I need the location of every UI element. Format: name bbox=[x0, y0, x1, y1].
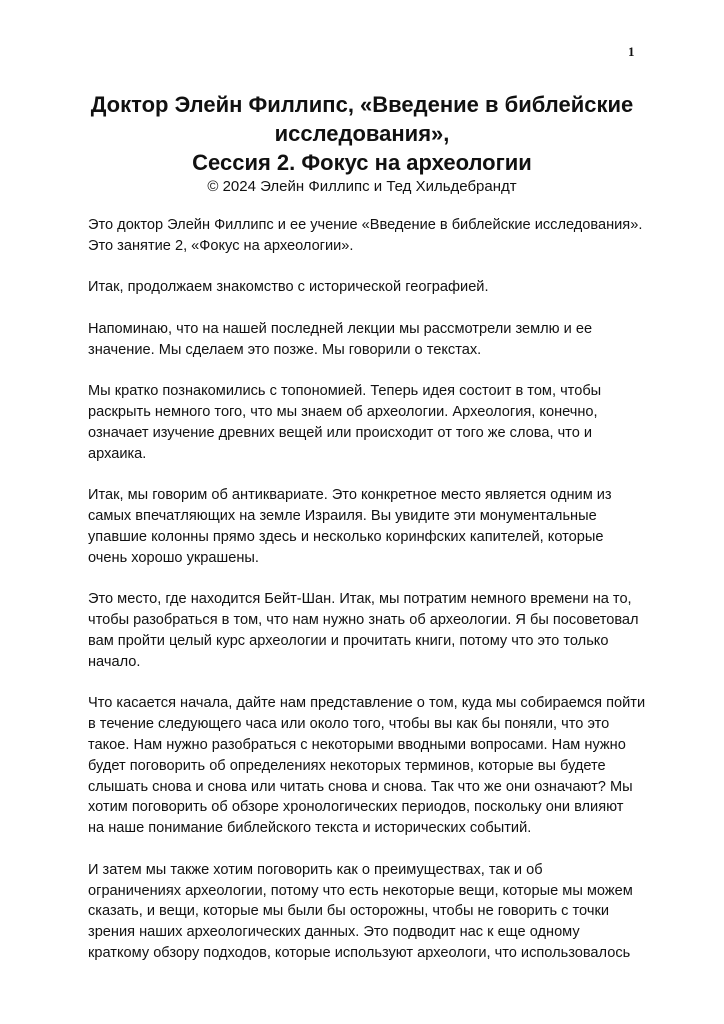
text-line: раскрыть немного того, что мы знаем об археологии. Археология, конечно, bbox=[88, 404, 598, 421]
copyright-line: © 2024 Элейн Филлипс и Тед Хильдебрандт bbox=[207, 178, 517, 195]
text-line: сказать, и вещи, которые мы были бы осторожны, чтобы не говорить с точки bbox=[88, 903, 609, 920]
text-line: слышать снова и снова или читать снова и снова. Так что же они означают? Мы bbox=[88, 778, 633, 795]
page-number: 1 bbox=[628, 44, 635, 59]
session-title: Сессия 2. Фокус на археологии bbox=[192, 150, 532, 175]
text-line: очень хорошо украшены. bbox=[88, 549, 259, 566]
paragraph bbox=[88, 693, 654, 839]
paragraph bbox=[88, 215, 654, 257]
text-line: Итак, продолжаем знакомство с исторической географией. bbox=[88, 279, 489, 296]
text-line: значение. Мы сделаем это позже. Мы говорили о текстах. bbox=[88, 341, 482, 358]
title-block bbox=[60, 90, 664, 196]
text-line: Что касается начала, дайте нам представление о том, куда мы собираемся пойти bbox=[88, 695, 646, 712]
title-line: Доктор Элейн Филлипс, «Введение в библейские bbox=[90, 92, 634, 117]
text-line: Итак, мы говорим об антиквариате. Это конкретное место является одним из bbox=[88, 487, 612, 504]
text-line: такое. Нам нужно разобраться с некоторыми вводными вопросами. Нам нужно bbox=[88, 736, 626, 753]
paragraph bbox=[88, 381, 654, 464]
text-line: ограничениях археологии, потому что есть некоторые вещи, которые мы можем bbox=[88, 882, 633, 899]
text-line: упавшие колонны прямо здесь и несколько коринфских капителей, которые bbox=[88, 528, 604, 545]
paragraph bbox=[88, 319, 654, 361]
text-line: будет поговорить об определениях некоторых терминов, которые вы будете bbox=[88, 757, 606, 774]
paragraph bbox=[88, 485, 654, 568]
text-line: Это доктор Элейн Филлипс и ее учение «Введение в библейские исследования». bbox=[88, 217, 643, 233]
text-line: краткому обзору подходов, которые используют археологи, что использовалось bbox=[88, 944, 631, 961]
paragraph bbox=[88, 589, 654, 672]
text-line: самых впечатляющих на земле Израиля. Вы увидите эти монументальные bbox=[88, 508, 597, 525]
text-line: Напоминаю, что на нашей последней лекции мы рассмотрели землю и ее bbox=[88, 320, 593, 337]
text-line: зрения наших археологических данных. Это подводит нас к еще одному bbox=[88, 924, 580, 941]
text-line: архаика. bbox=[88, 445, 147, 462]
text-line: чтобы разобраться в том, что нам нужно знать об археологии. Я бы посоветовал bbox=[88, 612, 639, 629]
text-line: Это место, где находится Бейт-Шан. Итак, мы потратим немного времени на то, bbox=[88, 591, 632, 608]
text-line: И затем мы также хотим поговорить как о преимуществах, так и об bbox=[88, 861, 543, 878]
text-line: на наше понимание библейского текста и исторических событий. bbox=[88, 820, 532, 837]
text-line: в течение следующего часа или около того, чтобы вы как бы поняли, что это bbox=[88, 716, 610, 733]
text-line: начало. bbox=[88, 653, 141, 670]
body-text bbox=[88, 215, 654, 984]
text-line: означает изучение древних вещей или происходит от того же слова, что и bbox=[88, 424, 593, 441]
title-line: исследования», bbox=[274, 121, 450, 146]
text-line: хотим поговорить об обзоре хронологических периодов, поскольку они влияют bbox=[88, 799, 624, 816]
text-line: Мы кратко познакомились с топономией. Теперь идея состоит в том, чтобы bbox=[88, 383, 602, 400]
paragraph bbox=[88, 277, 654, 298]
text-line: Это занятие 2, «Фокус на археологии». bbox=[88, 237, 354, 254]
paragraph bbox=[88, 860, 654, 964]
text-line: вам пройти целый курс археологии и прочитать книги, потому что это только bbox=[88, 632, 609, 649]
